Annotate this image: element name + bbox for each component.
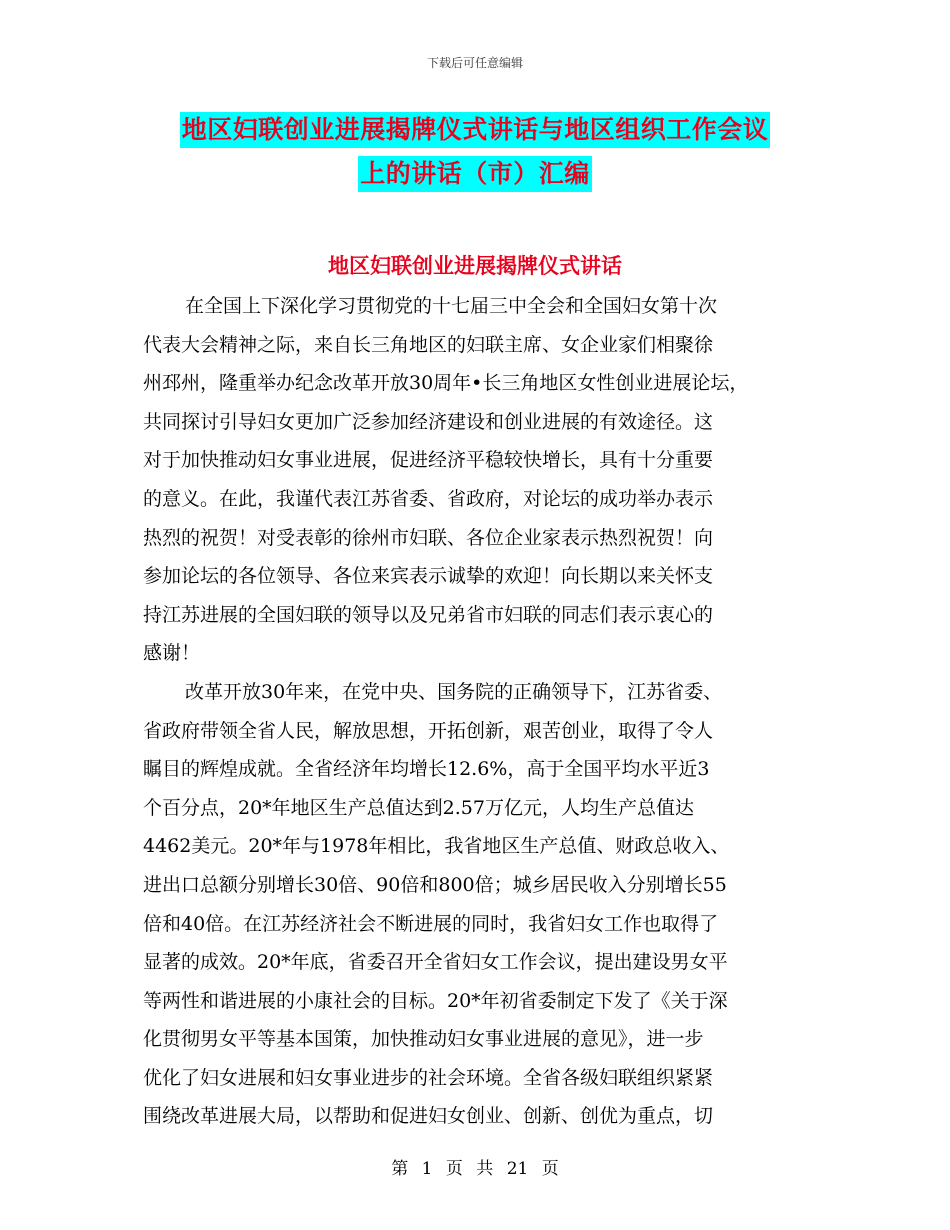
text-line: 显著的成效。20*年底，省委召开全省妇女工作会议，提出建设男女平 xyxy=(143,951,728,974)
text-line: 对于加快推动妇女事业进展，促进经济平稳较快增长，具有十分重要 xyxy=(143,449,714,472)
text-line: 持江苏进展的全国妇联的领导以及兄弟省市妇联的同志们表示衷心的 xyxy=(143,603,714,626)
section-title: 地区妇联创业进展揭牌仪式讲话 xyxy=(328,254,622,278)
body-text xyxy=(143,287,811,1136)
text-line: 倍和40倍。在江苏经济社会不断进展的同时，我省妇女工作也取得了 xyxy=(143,912,719,935)
text-line: 改革开放30年来，在党中央、国务院的正确领导下，江苏省委、 xyxy=(185,680,723,703)
text-line: 共同探讨引导妇女更加广泛参加经济建设和创业进展的有效途径。这 xyxy=(143,410,714,433)
text-line: 热烈的祝贺！对受表彰的徐州市妇联、各位企业家表示热烈祝贺！向 xyxy=(143,526,714,549)
text-line: 瞩目的辉煌成就。全省经济年均增长12.6%，高于全国平均水平近3 xyxy=(143,758,710,781)
title-line-1: 地区妇联创业进展揭牌仪式讲话与地区组织工作会议 xyxy=(180,112,771,148)
document-title xyxy=(0,112,950,192)
text-line: 化贯彻男女平等基本国策，加快推动妇女事业进展的意见》，进一步 xyxy=(143,1028,704,1051)
text-line: 参加论坛的各位领导、各位来宾表示诚挚的欢迎！向长期以来关怀支 xyxy=(143,565,714,588)
text-line: 州邳州，隆重举办纪念改革开放30周年•长三角地区女性创业进展论坛， xyxy=(143,372,749,395)
text-line: 代表大会精神之际，来自长三角地区的妇联主席、女企业家们相聚徐 xyxy=(143,333,714,356)
text-line: 4462美元。20*年与1978年相比，我省地区生产总值、财政总收入、 xyxy=(143,835,730,858)
header-note: 下载后可任意编辑 xyxy=(426,56,523,70)
page-number: 第 1 页 共 21 页 xyxy=(391,1159,559,1179)
text-line: 等两性和谐进展的小康社会的目标。20*年初省委制定下发了《关于深 xyxy=(143,989,728,1012)
text-line: 的意义。在此，我谨代表江苏省委、省政府，对论坛的成功举办表示 xyxy=(143,487,714,510)
text-line: 感谢！ xyxy=(143,642,201,665)
title-line-2: 上的讲话（市）汇编 xyxy=(358,156,592,192)
text-line: 优化了妇女进展和妇女事业进步的社会环境。全省各级妇联组织紧紧 xyxy=(143,1066,714,1089)
text-line: 围绕改革进展大局，以帮助和促进妇女创业、创新、创优为重点，切 xyxy=(143,1105,714,1128)
text-line: 进出口总额分别增长30倍、90倍和800倍；城乡居民收入分别增长55 xyxy=(143,873,727,896)
text-line: 在全国上下深化学习贯彻党的十七届三中全会和全国妇女第十次 xyxy=(185,295,718,317)
text-line: 个百分点，20*年地区生产总值达到2.57万亿元，人均生产总值达 xyxy=(143,796,694,819)
text-line: 省政府带领全省人民，解放思想，开拓创新，艰苦创业，取得了令人 xyxy=(143,719,714,742)
